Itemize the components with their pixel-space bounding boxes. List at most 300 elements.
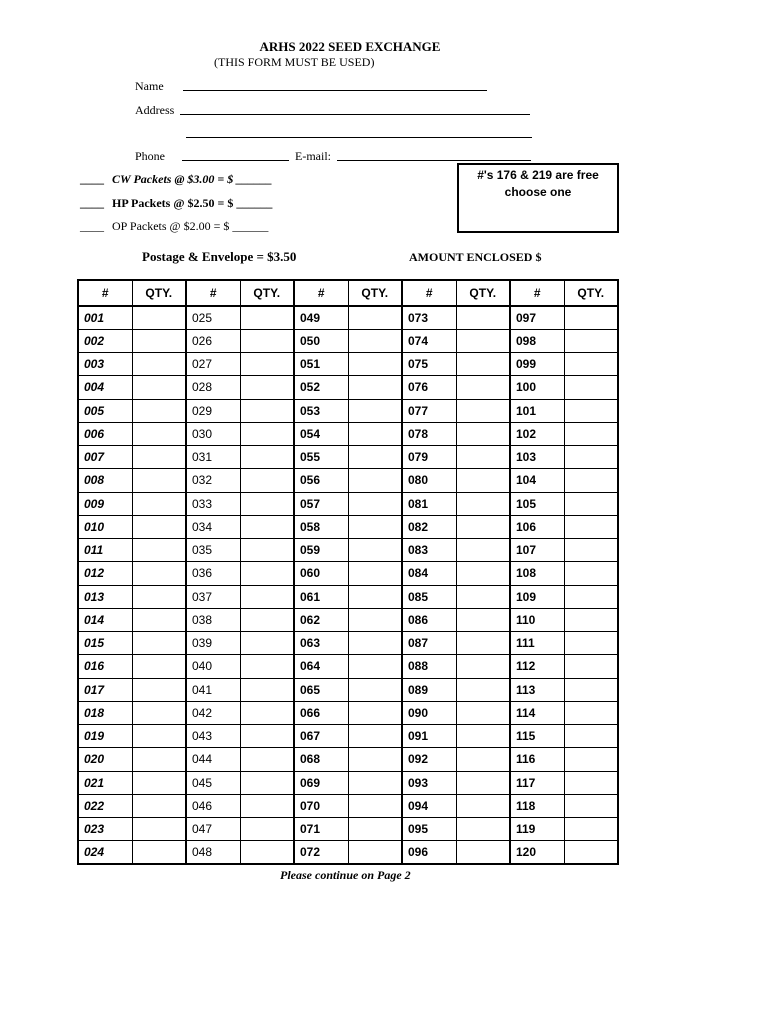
column-header-number: #: [510, 280, 564, 306]
seed-number-cell: 039: [186, 632, 240, 655]
qty-input-cell[interactable]: [240, 841, 294, 864]
seed-number-cell: 056: [294, 469, 348, 492]
qty-input-cell[interactable]: [132, 771, 186, 794]
option-hp[interactable]: [80, 196, 272, 211]
qty-input-cell[interactable]: [456, 329, 510, 352]
column-header-qty: QTY.: [240, 280, 294, 306]
name-label: Name: [135, 79, 164, 93]
seed-number-cell: 117: [510, 771, 564, 794]
qty-input-cell[interactable]: [456, 771, 510, 794]
seed-number-cell: 114: [510, 701, 564, 724]
qty-input-cell[interactable]: [240, 794, 294, 817]
qty-input-cell[interactable]: [240, 422, 294, 445]
table-row: [78, 492, 618, 515]
seed-number-cell: 010: [78, 515, 132, 538]
qty-input-cell[interactable]: [564, 725, 618, 748]
qty-input-cell[interactable]: [132, 655, 186, 678]
seed-number-cell: 048: [186, 841, 240, 864]
table-row: [78, 841, 618, 864]
qty-input-cell[interactable]: [132, 794, 186, 817]
qty-input-cell[interactable]: [348, 539, 402, 562]
qty-input-cell[interactable]: [348, 353, 402, 376]
qty-input-cell[interactable]: [240, 818, 294, 841]
seed-number-cell: 090: [402, 701, 456, 724]
address-label: Address: [135, 103, 175, 117]
qty-input-cell[interactable]: [240, 399, 294, 422]
seed-number-cell: 055: [294, 446, 348, 469]
qty-input-cell[interactable]: [348, 306, 402, 329]
qty-input-cell[interactable]: [240, 515, 294, 538]
seed-number-cell: 108: [510, 562, 564, 585]
free-note-text: #'s 176 & 219 are free choose one: [477, 168, 599, 199]
qty-input-cell[interactable]: [564, 771, 618, 794]
qty-input-cell[interactable]: [456, 701, 510, 724]
seed-number-cell: 115: [510, 725, 564, 748]
table-row: [78, 306, 618, 329]
seed-number-cell: 009: [78, 492, 132, 515]
column-header-number: #: [78, 280, 132, 306]
qty-input-cell[interactable]: [564, 515, 618, 538]
qty-input-cell[interactable]: [132, 422, 186, 445]
qty-input-cell[interactable]: [456, 585, 510, 608]
option-op[interactable]: [80, 219, 268, 234]
qty-input-cell[interactable]: [132, 725, 186, 748]
qty-input-cell[interactable]: [564, 794, 618, 817]
seed-number-cell: 099: [510, 353, 564, 376]
seed-number-cell: 049: [294, 306, 348, 329]
qty-input-cell[interactable]: [564, 655, 618, 678]
qty-input-cell[interactable]: [132, 306, 186, 329]
qty-input-cell[interactable]: [564, 841, 618, 864]
qty-input-cell[interactable]: [240, 701, 294, 724]
qty-input-cell[interactable]: [456, 632, 510, 655]
seed-number-cell: 091: [402, 725, 456, 748]
seed-number-cell: 062: [294, 608, 348, 631]
option-blank: ____: [80, 219, 104, 233]
seed-number-cell: 107: [510, 539, 564, 562]
qty-input-cell[interactable]: [564, 608, 618, 631]
option-label: HP Packets @ $2.50 = $ ______: [112, 196, 273, 210]
column-header-qty: QTY.: [348, 280, 402, 306]
qty-input-cell[interactable]: [132, 678, 186, 701]
seed-number-cell: 011: [78, 539, 132, 562]
qty-input-cell[interactable]: [456, 353, 510, 376]
free-note-box: [457, 163, 619, 233]
seed-number-cell: 034: [186, 515, 240, 538]
qty-input-cell[interactable]: [240, 771, 294, 794]
seed-number-cell: 002: [78, 329, 132, 352]
qty-input-cell[interactable]: [240, 562, 294, 585]
seed-number-cell: 013: [78, 585, 132, 608]
qty-input-cell[interactable]: [132, 539, 186, 562]
qty-input-cell[interactable]: [132, 376, 186, 399]
seed-number-cell: 080: [402, 469, 456, 492]
seed-number-cell: 031: [186, 446, 240, 469]
seed-number-cell: 081: [402, 492, 456, 515]
qty-input-cell[interactable]: [240, 446, 294, 469]
seed-number-cell: 078: [402, 422, 456, 445]
seed-number-cell: 059: [294, 539, 348, 562]
seed-number-cell: 001: [78, 306, 132, 329]
seed-number-cell: 088: [402, 655, 456, 678]
qty-input-cell[interactable]: [132, 818, 186, 841]
seed-number-cell: 021: [78, 771, 132, 794]
continue-note: Please continue on Page 2: [280, 868, 411, 882]
qty-input-cell[interactable]: [456, 841, 510, 864]
qty-input-cell[interactable]: [564, 306, 618, 329]
table-row: [78, 701, 618, 724]
table-row: [78, 539, 618, 562]
qty-input-cell[interactable]: [348, 748, 402, 771]
seed-number-cell: 024: [78, 841, 132, 864]
seed-number-cell: 023: [78, 818, 132, 841]
seed-number-cell: 022: [78, 794, 132, 817]
qty-input-cell[interactable]: [132, 562, 186, 585]
seed-number-cell: 038: [186, 608, 240, 631]
email-label: E-mail:: [295, 149, 331, 163]
qty-input-cell[interactable]: [240, 329, 294, 352]
qty-input-cell[interactable]: [564, 376, 618, 399]
seed-number-cell: 043: [186, 725, 240, 748]
seed-number-cell: 004: [78, 376, 132, 399]
seed-number-cell: 067: [294, 725, 348, 748]
qty-input-cell[interactable]: [564, 748, 618, 771]
seed-number-cell: 092: [402, 748, 456, 771]
seed-number-cell: 066: [294, 701, 348, 724]
table-row: [78, 562, 618, 585]
seed-number-cell: 040: [186, 655, 240, 678]
seed-order-table: [77, 279, 619, 865]
seed-number-cell: 053: [294, 399, 348, 422]
table-row: [78, 725, 618, 748]
qty-input-cell[interactable]: [240, 585, 294, 608]
seed-number-cell: 035: [186, 539, 240, 562]
seed-number-cell: 045: [186, 771, 240, 794]
seed-number-cell: 105: [510, 492, 564, 515]
email-field[interactable]: [337, 150, 531, 161]
qty-input-cell[interactable]: [564, 446, 618, 469]
qty-input-cell[interactable]: [348, 562, 402, 585]
seed-number-cell: 058: [294, 515, 348, 538]
column-header-qty: QTY.: [132, 280, 186, 306]
table-row: [78, 608, 618, 631]
table-row: [78, 469, 618, 492]
table-row: [78, 678, 618, 701]
qty-input-cell[interactable]: [348, 725, 402, 748]
qty-input-cell[interactable]: [348, 492, 402, 515]
qty-input-cell[interactable]: [564, 399, 618, 422]
seed-number-cell: 101: [510, 399, 564, 422]
seed-number-cell: 026: [186, 329, 240, 352]
seed-number-cell: 109: [510, 585, 564, 608]
seed-number-cell: 116: [510, 748, 564, 771]
seed-number-cell: 041: [186, 678, 240, 701]
seed-number-cell: 089: [402, 678, 456, 701]
qty-input-cell[interactable]: [240, 469, 294, 492]
seed-number-cell: 112: [510, 655, 564, 678]
qty-input-cell[interactable]: [132, 399, 186, 422]
qty-input-cell[interactable]: [456, 818, 510, 841]
seed-number-cell: 033: [186, 492, 240, 515]
qty-input-cell[interactable]: [348, 422, 402, 445]
qty-input-cell[interactable]: [348, 771, 402, 794]
table-row: [78, 422, 618, 445]
qty-input-cell[interactable]: [564, 585, 618, 608]
seed-number-cell: 044: [186, 748, 240, 771]
table-row: [78, 748, 618, 771]
amount-enclosed-label: AMOUNT ENCLOSED $: [409, 250, 542, 264]
qty-input-cell[interactable]: [240, 725, 294, 748]
qty-input-cell[interactable]: [132, 515, 186, 538]
table-header-row: [78, 280, 618, 306]
qty-input-cell[interactable]: [240, 655, 294, 678]
qty-input-cell[interactable]: [564, 818, 618, 841]
qty-input-cell[interactable]: [348, 794, 402, 817]
seed-number-cell: 005: [78, 399, 132, 422]
qty-input-cell[interactable]: [348, 376, 402, 399]
seed-number-cell: 095: [402, 818, 456, 841]
qty-input-cell[interactable]: [132, 353, 186, 376]
qty-input-cell[interactable]: [132, 701, 186, 724]
seed-number-cell: 113: [510, 678, 564, 701]
table-row: [78, 446, 618, 469]
table-row: [78, 818, 618, 841]
seed-number-cell: 087: [402, 632, 456, 655]
qty-input-cell[interactable]: [132, 329, 186, 352]
seed-number-cell: 052: [294, 376, 348, 399]
table-row: [78, 353, 618, 376]
qty-input-cell[interactable]: [132, 608, 186, 631]
seed-number-cell: 025: [186, 306, 240, 329]
qty-input-cell[interactable]: [348, 329, 402, 352]
qty-input-cell[interactable]: [348, 678, 402, 701]
table-row: [78, 771, 618, 794]
qty-input-cell[interactable]: [240, 306, 294, 329]
qty-input-cell[interactable]: [564, 701, 618, 724]
seed-number-cell: 118: [510, 794, 564, 817]
seed-number-cell: 008: [78, 469, 132, 492]
qty-input-cell[interactable]: [240, 748, 294, 771]
qty-input-cell[interactable]: [456, 399, 510, 422]
seed-number-cell: 110: [510, 608, 564, 631]
seed-number-cell: 119: [510, 818, 564, 841]
seed-number-cell: 103: [510, 446, 564, 469]
seed-number-cell: 032: [186, 469, 240, 492]
seed-number-cell: 083: [402, 539, 456, 562]
seed-number-cell: 012: [78, 562, 132, 585]
seed-number-cell: 106: [510, 515, 564, 538]
qty-input-cell[interactable]: [348, 655, 402, 678]
column-header-number: #: [186, 280, 240, 306]
name-field[interactable]: [183, 80, 487, 91]
seed-number-cell: 017: [78, 678, 132, 701]
qty-input-cell[interactable]: [456, 469, 510, 492]
qty-input-cell[interactable]: [132, 748, 186, 771]
seed-number-cell: 065: [294, 678, 348, 701]
qty-input-cell[interactable]: [456, 306, 510, 329]
qty-input-cell[interactable]: [348, 399, 402, 422]
table-row: [78, 329, 618, 352]
table-row: [78, 515, 618, 538]
seed-number-cell: 069: [294, 771, 348, 794]
seed-number-cell: 027: [186, 353, 240, 376]
qty-input-cell[interactable]: [348, 585, 402, 608]
seed-number-cell: 028: [186, 376, 240, 399]
qty-input-cell[interactable]: [240, 539, 294, 562]
seed-number-cell: 073: [402, 306, 456, 329]
seed-number-cell: 007: [78, 446, 132, 469]
seed-number-cell: 046: [186, 794, 240, 817]
seed-number-cell: 079: [402, 446, 456, 469]
column-header-number: #: [402, 280, 456, 306]
seed-number-cell: 071: [294, 818, 348, 841]
seed-number-cell: 076: [402, 376, 456, 399]
seed-number-cell: 003: [78, 353, 132, 376]
seed-number-cell: 047: [186, 818, 240, 841]
qty-input-cell[interactable]: [564, 469, 618, 492]
phone-field[interactable]: [182, 150, 289, 161]
address-field-line-2[interactable]: [186, 127, 532, 138]
qty-input-cell[interactable]: [564, 632, 618, 655]
qty-input-cell[interactable]: [132, 841, 186, 864]
seed-number-cell: 029: [186, 399, 240, 422]
postage-line: Postage & Envelope = $3.50: [142, 249, 297, 264]
qty-input-cell[interactable]: [132, 446, 186, 469]
column-header-number: #: [294, 280, 348, 306]
seed-number-cell: 016: [78, 655, 132, 678]
qty-input-cell[interactable]: [348, 818, 402, 841]
seed-number-cell: 077: [402, 399, 456, 422]
seed-number-cell: 061: [294, 585, 348, 608]
seed-number-cell: 100: [510, 376, 564, 399]
qty-input-cell[interactable]: [240, 608, 294, 631]
seed-number-cell: 096: [402, 841, 456, 864]
qty-input-cell[interactable]: [564, 353, 618, 376]
option-label: OP Packets @ $2.00 = $ ______: [112, 219, 269, 233]
qty-input-cell[interactable]: [348, 469, 402, 492]
option-blank: ____: [80, 196, 104, 210]
seed-number-cell: 036: [186, 562, 240, 585]
seed-number-cell: 102: [510, 422, 564, 445]
qty-input-cell[interactable]: [240, 632, 294, 655]
qty-input-cell[interactable]: [564, 329, 618, 352]
seed-number-cell: 060: [294, 562, 348, 585]
page-subtitle: (THIS FORM MUST BE USED): [214, 55, 375, 69]
qty-input-cell[interactable]: [456, 492, 510, 515]
seed-number-cell: 082: [402, 515, 456, 538]
qty-input-cell[interactable]: [456, 539, 510, 562]
seed-number-cell: 014: [78, 608, 132, 631]
qty-input-cell[interactable]: [456, 376, 510, 399]
qty-input-cell[interactable]: [456, 725, 510, 748]
seed-number-cell: 050: [294, 329, 348, 352]
qty-input-cell[interactable]: [348, 515, 402, 538]
column-header-qty: QTY.: [564, 280, 618, 306]
qty-input-cell[interactable]: [456, 562, 510, 585]
seed-number-cell: 075: [402, 353, 456, 376]
table-row: [78, 376, 618, 399]
qty-input-cell[interactable]: [348, 632, 402, 655]
table-row: [78, 794, 618, 817]
seed-number-cell: 020: [78, 748, 132, 771]
seed-number-cell: 094: [402, 794, 456, 817]
qty-input-cell[interactable]: [456, 678, 510, 701]
qty-input-cell[interactable]: [456, 794, 510, 817]
seed-number-cell: 018: [78, 701, 132, 724]
option-cw[interactable]: [80, 172, 272, 187]
seed-number-cell: 074: [402, 329, 456, 352]
qty-input-cell[interactable]: [456, 655, 510, 678]
seed-number-cell: 019: [78, 725, 132, 748]
seed-number-cell: 072: [294, 841, 348, 864]
seed-number-cell: 070: [294, 794, 348, 817]
seed-number-cell: 093: [402, 771, 456, 794]
qty-input-cell[interactable]: [564, 539, 618, 562]
seed-number-cell: 084: [402, 562, 456, 585]
qty-input-cell[interactable]: [240, 492, 294, 515]
seed-number-cell: 098: [510, 329, 564, 352]
seed-number-cell: 097: [510, 306, 564, 329]
table-row: [78, 655, 618, 678]
seed-number-cell: 063: [294, 632, 348, 655]
table-row: [78, 399, 618, 422]
qty-input-cell[interactable]: [240, 678, 294, 701]
qty-input-cell[interactable]: [132, 492, 186, 515]
seed-number-cell: 120: [510, 841, 564, 864]
phone-label: Phone: [135, 149, 165, 163]
seed-number-cell: 015: [78, 632, 132, 655]
seed-number-cell: 104: [510, 469, 564, 492]
page-title: ARHS 2022 SEED EXCHANGE: [259, 39, 441, 54]
seed-number-cell: 054: [294, 422, 348, 445]
qty-input-cell[interactable]: [240, 376, 294, 399]
qty-input-cell[interactable]: [564, 492, 618, 515]
column-header-qty: QTY.: [456, 280, 510, 306]
seed-number-cell: 030: [186, 422, 240, 445]
table-row: [78, 632, 618, 655]
seed-number-cell: 037: [186, 585, 240, 608]
qty-input-cell[interactable]: [564, 422, 618, 445]
table-row: [78, 585, 618, 608]
address-field-line-1[interactable]: [180, 104, 530, 115]
seed-number-cell: 051: [294, 353, 348, 376]
qty-input-cell[interactable]: [240, 353, 294, 376]
seed-number-cell: 006: [78, 422, 132, 445]
option-blank: ____: [80, 172, 104, 186]
qty-input-cell[interactable]: [456, 608, 510, 631]
qty-input-cell[interactable]: [564, 678, 618, 701]
seed-number-cell: 086: [402, 608, 456, 631]
qty-input-cell[interactable]: [564, 562, 618, 585]
seed-number-cell: 085: [402, 585, 456, 608]
qty-input-cell[interactable]: [348, 841, 402, 864]
qty-input-cell[interactable]: [348, 608, 402, 631]
qty-input-cell[interactable]: [132, 469, 186, 492]
qty-input-cell[interactable]: [348, 701, 402, 724]
seed-number-cell: 064: [294, 655, 348, 678]
seed-number-cell: 042: [186, 701, 240, 724]
qty-input-cell[interactable]: [132, 585, 186, 608]
qty-input-cell[interactable]: [456, 446, 510, 469]
qty-input-cell[interactable]: [456, 748, 510, 771]
seed-number-cell: 111: [510, 632, 564, 655]
option-label: CW Packets @ $3.00 = $ ______: [112, 172, 273, 186]
qty-input-cell[interactable]: [456, 422, 510, 445]
qty-input-cell[interactable]: [456, 515, 510, 538]
qty-input-cell[interactable]: [132, 632, 186, 655]
qty-input-cell[interactable]: [348, 446, 402, 469]
seed-number-cell: 068: [294, 748, 348, 771]
